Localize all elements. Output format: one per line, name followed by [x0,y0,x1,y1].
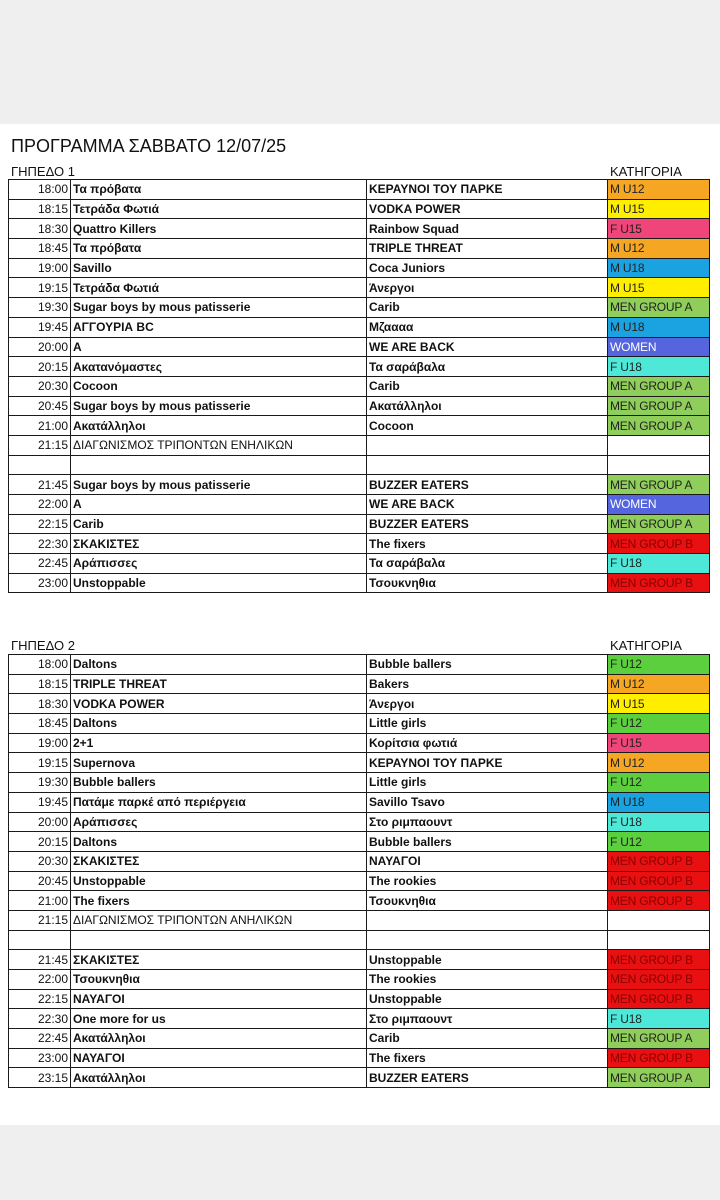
match-row [9,1068,710,1088]
match-row [9,416,710,436]
match-time: 18:45 [9,239,71,259]
category-badge: MEN GROUP A [608,1068,710,1088]
team-away: Τσουκνηθια [367,573,608,593]
blank-row [9,455,710,475]
team-home: Daltons [71,714,367,734]
category-badge: MEN GROUP A [608,514,710,534]
team-home: Sugar boys by mous patisserie [71,475,367,495]
category-badge: F U12 [608,773,710,793]
category-badge: F U12 [608,832,710,852]
team-home: Savillo [71,258,367,278]
match-time: 19:45 [9,317,71,337]
category-badge: MEN GROUP B [608,989,710,1009]
team-away: ΝΑΥΑΓΟΙ [367,851,608,871]
team-away: Little girls [367,714,608,734]
category-badge: F U15 [608,733,710,753]
match-time: 22:00 [9,970,71,990]
match-time: 21:00 [9,891,71,911]
match-time: 20:00 [9,812,71,832]
match-row [9,674,710,694]
schedule-sheet [0,124,720,1125]
match-time: 18:30 [9,219,71,239]
match-time: 23:00 [9,573,71,593]
team-home: Sugar boys by mous patisserie [71,396,367,416]
team-away: Κορίτσια φωτιά [367,733,608,753]
category-badge: M U12 [608,239,710,259]
match-row [9,258,710,278]
court-2-label: ΓΗΠΕΔΟ 2 [11,638,75,653]
match-time: 20:30 [9,376,71,396]
team-home: VODKA POWER [71,694,367,714]
team-away: Unstoppable [367,950,608,970]
team-home: Ακατάλληλοι [71,1068,367,1088]
category-badge: F U15 [608,219,710,239]
match-time: 19:30 [9,298,71,318]
match-time: 22:15 [9,514,71,534]
team-home: Αράπισσες [71,812,367,832]
match-time: 20:45 [9,871,71,891]
team-home: Αράπισσες [71,554,367,574]
match-row [9,655,710,675]
team-home: Ακατάλληλοι [71,416,367,436]
match-time: 22:45 [9,1029,71,1049]
match-row [9,298,710,318]
team-away: Στο ριμπαουντ [367,812,608,832]
category-badge [608,455,710,475]
match-time: 18:00 [9,180,71,200]
team-away [367,435,608,455]
category-badge: M U12 [608,180,710,200]
match-time: 19:45 [9,792,71,812]
match-row [9,357,710,377]
team-away: WE ARE BACK [367,495,608,515]
category-badge: MEN GROUP A [608,396,710,416]
team-away: Carib [367,376,608,396]
team-away: The fixers [367,1048,608,1068]
match-row [9,278,710,298]
team-home: Τετράδα Φωτιά [71,199,367,219]
team-home: Supernova [71,753,367,773]
team-away: Ακατάλληλοι [367,396,608,416]
team-away: Μζαααα [367,317,608,337]
match-time: 21:00 [9,416,71,436]
match-time: 21:15 [9,435,71,455]
team-away: BUZZER EATERS [367,475,608,495]
court-2-category-header: ΚΑΤΗΓΟΡΙΑ [610,638,682,653]
match-row [9,832,710,852]
category-badge: MEN GROUP B [608,1048,710,1068]
team-home: Cocoon [71,376,367,396]
category-badge: WOMEN [608,495,710,515]
match-row [9,891,710,911]
category-badge: MEN GROUP A [608,376,710,396]
event-title: ΔΙΑΓΩΝΙΣΜΟΣ ΤΡΙΠΟΝΤΩΝ ΑΝΗΛΙΚΩΝ [71,910,367,930]
team-away: Άνεργοι [367,278,608,298]
team-away: Carib [367,1029,608,1049]
team-away: ΚΕΡΑΥΝΟΙ ΤΟΥ ΠΑΡΚΕ [367,753,608,773]
team-home: TRIPLE THREAT [71,674,367,694]
category-badge: MEN GROUP B [608,573,710,593]
match-row [9,199,710,219]
match-row [9,950,710,970]
match-time [9,930,71,950]
match-time: 19:15 [9,753,71,773]
match-row [9,554,710,574]
team-away: TRIPLE THREAT [367,239,608,259]
match-time: 23:15 [9,1068,71,1088]
team-away: Bubble ballers [367,832,608,852]
match-row [9,714,710,734]
match-row [9,733,710,753]
team-away: Στο ριμπαουντ [367,1009,608,1029]
match-row [9,1029,710,1049]
category-badge: F U18 [608,357,710,377]
team-home: Quattro Killers [71,219,367,239]
team-away: Unstoppable [367,989,608,1009]
match-time: 22:30 [9,534,71,554]
team-away: VODKA POWER [367,199,608,219]
category-badge [608,930,710,950]
team-home: A [71,337,367,357]
category-badge: MEN GROUP A [608,298,710,318]
category-badge: M U12 [608,753,710,773]
match-row [9,753,710,773]
court-2-schedule-table [8,654,710,1088]
match-row [9,317,710,337]
team-home: Carib [71,514,367,534]
match-time: 18:45 [9,714,71,734]
match-time: 21:15 [9,910,71,930]
match-time: 22:45 [9,554,71,574]
match-time: 20:30 [9,851,71,871]
category-badge [608,910,710,930]
match-row [9,396,710,416]
match-time: 20:15 [9,832,71,852]
team-away: Τα σαράβαλα [367,554,608,574]
match-row [9,475,710,495]
match-row [9,337,710,357]
team-away: Rainbow Squad [367,219,608,239]
team-home: Πατάμε παρκέ από περιέργεια [71,792,367,812]
team-away: Τα σαράβαλα [367,357,608,377]
team-away: Τσουκνηθια [367,891,608,911]
team-home: One more for us [71,1009,367,1029]
match-time [9,455,71,475]
category-badge: M U12 [608,674,710,694]
match-row [9,989,710,1009]
match-time: 20:45 [9,396,71,416]
match-time: 19:00 [9,733,71,753]
match-row [9,534,710,554]
category-badge: MEN GROUP B [608,851,710,871]
team-away [367,910,608,930]
team-home: Daltons [71,655,367,675]
match-row [9,573,710,593]
category-badge: MEN GROUP B [608,950,710,970]
match-row [9,851,710,871]
match-row [9,376,710,396]
match-row [9,1009,710,1029]
court-1-label: ΓΗΠΕΔΟ 1 [11,164,75,179]
event-row [9,435,710,455]
category-badge: MEN GROUP B [608,534,710,554]
team-away: Cocoon [367,416,608,436]
match-time: 18:30 [9,694,71,714]
team-away: Bakers [367,674,608,694]
match-time: 20:15 [9,357,71,377]
team-away: Savillo Tsavo [367,792,608,812]
match-row [9,871,710,891]
team-home: ΣΚΑΚΙΣΤΕΣ [71,950,367,970]
team-home: ΝΑΥΑΓΟΙ [71,1048,367,1068]
team-away [367,930,608,950]
match-time: 18:00 [9,655,71,675]
event-row [9,910,710,930]
category-badge: MEN GROUP A [608,416,710,436]
team-away: Άνεργοι [367,694,608,714]
category-badge: WOMEN [608,337,710,357]
team-away: ΚΕΡΑΥΝΟΙ ΤΟΥ ΠΑΡΚΕ [367,180,608,200]
team-home: ΑΓΓΟΥΡΙΑ BC [71,317,367,337]
match-time: 20:00 [9,337,71,357]
team-home: ΝΑΥΑΓΟΙ [71,989,367,1009]
category-badge: F U18 [608,554,710,574]
match-row [9,180,710,200]
team-away: The fixers [367,534,608,554]
team-away: BUZZER EATERS [367,514,608,534]
category-badge: M U18 [608,317,710,337]
category-badge: M U15 [608,694,710,714]
match-time: 21:45 [9,475,71,495]
team-away: The rookies [367,970,608,990]
category-badge: M U18 [608,258,710,278]
match-row [9,219,710,239]
team-home: Τσουκνηθια [71,970,367,990]
blank-row [9,930,710,950]
page-title: ΠΡΟΓΡΑΜΜΑ ΣΑΒΒΑΤΟ 12/07/25 [11,136,287,156]
team-home: Τα πρόβατα [71,180,367,200]
team-home [71,930,367,950]
team-home: Unstoppable [71,871,367,891]
match-time: 19:30 [9,773,71,793]
category-badge: M U15 [608,278,710,298]
category-badge: F U18 [608,812,710,832]
match-row [9,812,710,832]
match-time: 23:00 [9,1048,71,1068]
match-time: 19:15 [9,278,71,298]
category-badge: MEN GROUP B [608,891,710,911]
match-time: 18:15 [9,199,71,219]
team-home: Τα πρόβατα [71,239,367,259]
category-badge: F U12 [608,655,710,675]
event-title: ΔΙΑΓΩΝΙΣΜΟΣ ΤΡΙΠΟΝΤΩΝ ΕΝΗΛΙΚΩΝ [71,435,367,455]
category-badge: F U12 [608,714,710,734]
category-badge: M U18 [608,792,710,812]
category-badge [608,435,710,455]
match-time: 22:00 [9,495,71,515]
match-row [9,694,710,714]
match-row [9,514,710,534]
team-away: Little girls [367,773,608,793]
match-time: 18:15 [9,674,71,694]
team-away: Carib [367,298,608,318]
category-badge: MEN GROUP B [608,970,710,990]
team-home: Τετράδα Φωτιά [71,278,367,298]
match-time: 22:15 [9,989,71,1009]
match-time: 19:00 [9,258,71,278]
team-home: Ακατάλληλοι [71,1029,367,1049]
court-1-category-header: ΚΑΤΗΓΟΡΙΑ [610,164,682,179]
category-badge: MEN GROUP B [608,871,710,891]
match-row [9,773,710,793]
team-home: Ακατανόμαστες [71,357,367,377]
team-home: Daltons [71,832,367,852]
match-time: 22:30 [9,1009,71,1029]
match-time: 21:45 [9,950,71,970]
team-away: BUZZER EATERS [367,1068,608,1088]
match-row [9,970,710,990]
team-home: The fixers [71,891,367,911]
category-badge: MEN GROUP A [608,1029,710,1049]
category-badge: MEN GROUP A [608,475,710,495]
team-home: Sugar boys by mous patisserie [71,298,367,318]
team-away [367,455,608,475]
team-home: 2+1 [71,733,367,753]
team-away: WE ARE BACK [367,337,608,357]
match-row [9,1048,710,1068]
team-away: Coca Juniors [367,258,608,278]
category-badge: F U18 [608,1009,710,1029]
match-row [9,495,710,515]
court-1-schedule-table [8,179,710,593]
category-badge: M U15 [608,199,710,219]
team-home: Unstoppable [71,573,367,593]
team-home: ΣΚΑΚΙΣΤΕΣ [71,851,367,871]
match-row [9,792,710,812]
team-home: ΣΚΑΚΙΣΤΕΣ [71,534,367,554]
team-home [71,455,367,475]
match-row [9,239,710,259]
team-home: A [71,495,367,515]
team-home: Bubble ballers [71,773,367,793]
team-away: Bubble ballers [367,655,608,675]
team-away: The rookies [367,871,608,891]
